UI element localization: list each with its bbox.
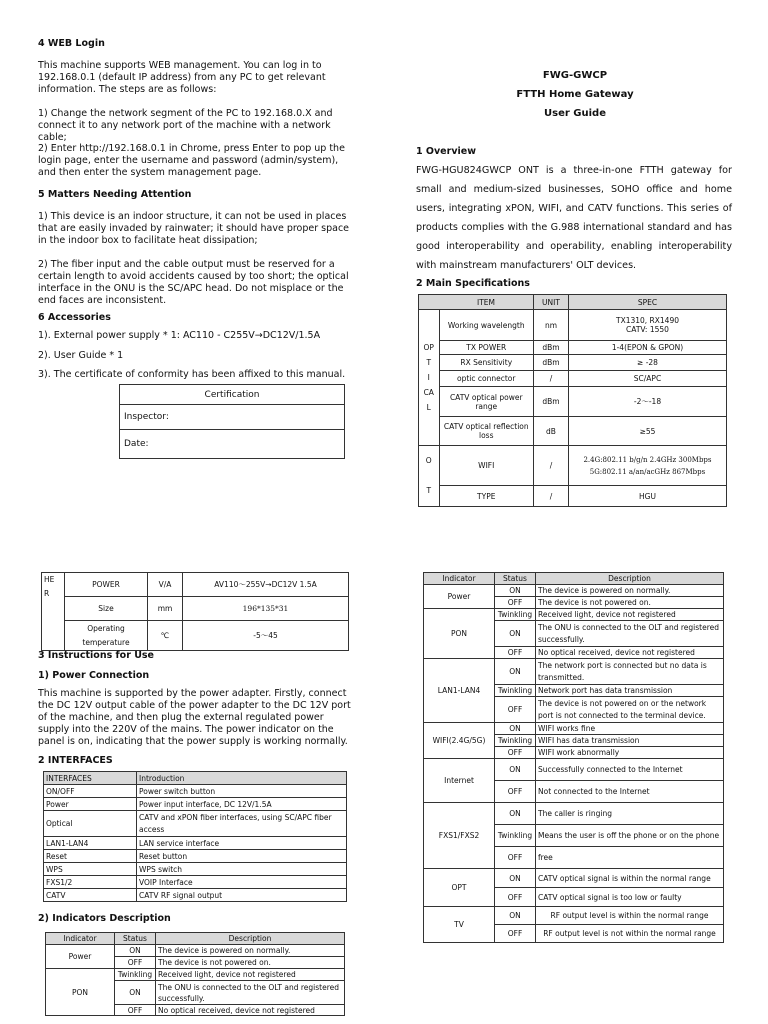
cert-inspector: Inspector: [120, 405, 345, 430]
spec-value-type: HGU [569, 486, 727, 507]
attention-heading: 5 Matters Needing Attention [38, 189, 192, 200]
indicator-opt: OPT [424, 869, 495, 907]
spec-header-unit: UNIT [534, 295, 569, 310]
spec-heading: 2 Main Specifications [416, 278, 530, 289]
spec-unit: / [534, 486, 569, 507]
spec-value: -2～-18 [569, 387, 727, 417]
other-unit: V/A [148, 573, 183, 597]
accessory-2: 2). User Guide * 1 [38, 350, 124, 361]
table-row: WPS WPS switch [44, 863, 347, 876]
other-label: HE R [42, 573, 65, 651]
spec-unit: / [534, 446, 569, 486]
other-item: Operating temperature [65, 621, 148, 651]
other-unit: ℃ [148, 621, 183, 651]
instructions-heading: 3 Instructions for Use [38, 650, 155, 661]
spec-unit: / [534, 371, 569, 387]
spec-header-item: ITEM [439, 295, 534, 310]
indicator-wifi: WIFI(2.4G/5G) [424, 723, 495, 759]
accessory-1: 1). External power supply * 1: AC110 - C255V→DC12V/1.5A [38, 330, 321, 341]
doc-title-model: FWG-GWCP [542, 70, 608, 81]
spec-item: Working wavelength [439, 310, 534, 341]
spec-unit: nm [534, 310, 569, 341]
attention-item-1: 1) This device is an indoor structure, it can not be used in places that are easily invaded by rainwater; it should have proper space in the indoor box to facilitate heat dissipation; [38, 211, 350, 246]
spec-unit: dBm [534, 387, 569, 417]
interfaces-header-intro: Introduction [137, 772, 347, 785]
table-row: Power Power input interface, DC 12V/1.5A [44, 798, 347, 811]
indicator-lan: LAN1-LAN4 [424, 659, 495, 723]
indicator-fxs: FXS1/FXS2 [424, 803, 495, 869]
spec-item-wifi: WIFI [439, 446, 534, 486]
spec-item-type: TYPE [439, 486, 534, 507]
doc-title-product: FTTH Home Gateway [516, 89, 634, 100]
table-row: ON/OFF Power switch button [44, 785, 347, 798]
spec-unit: dB [534, 417, 569, 446]
spec-value: ≥ -28 [569, 355, 727, 371]
web-login-heading: 4 WEB Login [38, 38, 105, 49]
cert-date: Date: [120, 430, 345, 459]
power-connection-heading: 1) Power Connection [38, 670, 150, 681]
indicator-pon: PON [424, 609, 495, 659]
doc-title-guide: User Guide [544, 108, 606, 119]
spec-item: RX Sensitivity [439, 355, 534, 371]
table-row: Optical CATV and xPON fiber interfaces, using SC/APC fiber access [44, 811, 347, 837]
other-group-label: O T [419, 446, 440, 507]
table-row: Reset Reset button [44, 850, 347, 863]
interfaces-table [43, 771, 347, 902]
indicators-table-right: Indicator Status Description Power ON The device is powered on normally. OFF The device is not powered on. PON Twinkling Received light, device not registered ON The ONU is connected to the OLT and registered successfully. OFF No optical received, device not registered LAN1-LAN4 ON The network port is connected but no data is transmitted. Twinkling Network port has data transmission OFF The device is not powered on or the network port is not connected to the terminal device. WIFI(2.4G/5G) ON WIFI works fine Twinkling WIFI has data transmission OFF WIFI work abnormally Internet ON Successfully connected to the Internet OFF Not connected to the Internet FXS1/FXS2 ON The caller is ringing Twinkling Means the user is off the phone or on the phone OFF free OPT ON CATV optical signal is within the normal range OFF CATV optical signal is too low or faulty TV ON RF output level is within the normal range OFF RF output level is not within the normal range [423, 572, 724, 943]
spec-unit: dBm [534, 355, 569, 371]
spec-unit: dBm [534, 341, 569, 355]
indicators-table-left: Indicator Status Description Power ON The device is powered on normally. OFF The device is not powered on. PON Twinkling Received light, device not registered ON The ONU is connected to the OLT and registered successfully. OFF No optical received, device not registered [45, 932, 345, 1016]
other-item: POWER [65, 573, 148, 597]
other-value: 196*135*31 [183, 597, 349, 621]
overview-heading: 1 Overview [416, 146, 476, 157]
spec-value: TX1310, RX1490 CATV: 1550 [569, 310, 727, 341]
table-row: FXS1/2 VOIP Interface [44, 876, 347, 889]
indicator-tv: TV [424, 907, 495, 943]
accessories-heading: 6 Accessories [38, 312, 111, 323]
other-value: -5～45 [183, 621, 349, 651]
table-row: CATV CATV RF signal output [44, 889, 347, 902]
spec-item: optic connector [439, 371, 534, 387]
optical-group-label: OP T I CA L [419, 310, 440, 446]
power-connection-text: This machine is supported by the power adapter. Firstly, connect the DC 12V output cable of the power adapter to the DC 12V port of the machine, and then plug the external regulated power supply into the 220V of the mains. The power indicator on the panel is on, indicating that the power supply is working normally. [38, 688, 351, 747]
web-login-step-2: 2) Enter http://192.168.0.1 in Chrome, press Enter to pop up the login page, enter the username and password (admin/system), and then enter the system management page. [38, 143, 345, 178]
other-spec-table [41, 572, 349, 651]
indicators-heading: 2) Indicators Description [38, 913, 171, 924]
certification-box [119, 384, 345, 459]
web-login-text: This machine supports WEB management. You can log in to 192.168.0.1 (default IP address) from any PC to get relevant information. The steps are as follows: [38, 60, 326, 95]
interfaces-header-name: INTERFACES [44, 772, 137, 785]
spec-value-wifi: 2.4G:802.11 b/g/n 2.4GHz 300Mbps 5G:802.11 a/an/acGHz 867Mbps [569, 446, 727, 486]
accessory-3: 3). The certificate of conformity has been affixed to this manual. [38, 369, 346, 380]
table-row: LAN1-LAN4 LAN service interface [44, 837, 347, 850]
spec-item: TX POWER [439, 341, 534, 355]
spec-header-spec: SPEC [569, 295, 727, 310]
indicator-internet: Internet [424, 759, 495, 803]
web-login-step-1: 1) Change the network segment of the PC to 192.168.0.X and connect it to any network port of the machine with a network cable; [38, 108, 333, 143]
overview-text: FWG-HGU824GWCP ONT is a three-in-one FTTH gateway for small and medium-sized businesses, SOHO office and home users, integrating xPON, WIFI, and CATV functions. This series of products complies with the G.988 international standard and has good interoperability and operability, enabling interoperability with mainstream manufacturers' OLT devices. [416, 165, 732, 271]
spec-value: 1-4(EPON & GPON) [569, 341, 727, 355]
interfaces-heading: 2 INTERFACES [38, 755, 113, 766]
spec-value: ≥55 [569, 417, 727, 446]
indicator-power: Power [46, 945, 115, 969]
indicator-pon: PON [46, 969, 115, 1016]
indicator-power: Power [424, 585, 495, 609]
other-item: Size [65, 597, 148, 621]
spec-value: SC/APC [569, 371, 727, 387]
spec-table [418, 294, 727, 507]
other-unit: mm [148, 597, 183, 621]
cert-title: Certification [120, 385, 345, 405]
spec-item: CATV optical power range [439, 387, 534, 417]
spec-item: CATV optical reflection loss [439, 417, 534, 446]
attention-item-2: 2) The fiber input and the cable output must be reserved for a certain length to avoid accidents caused by too short; the optical interface in the ONU is the SC/APC head. Do not misplace or the end faces are inconsistent. [38, 259, 349, 306]
other-value: AV110～255V→DC12V 1.5A [183, 573, 349, 597]
